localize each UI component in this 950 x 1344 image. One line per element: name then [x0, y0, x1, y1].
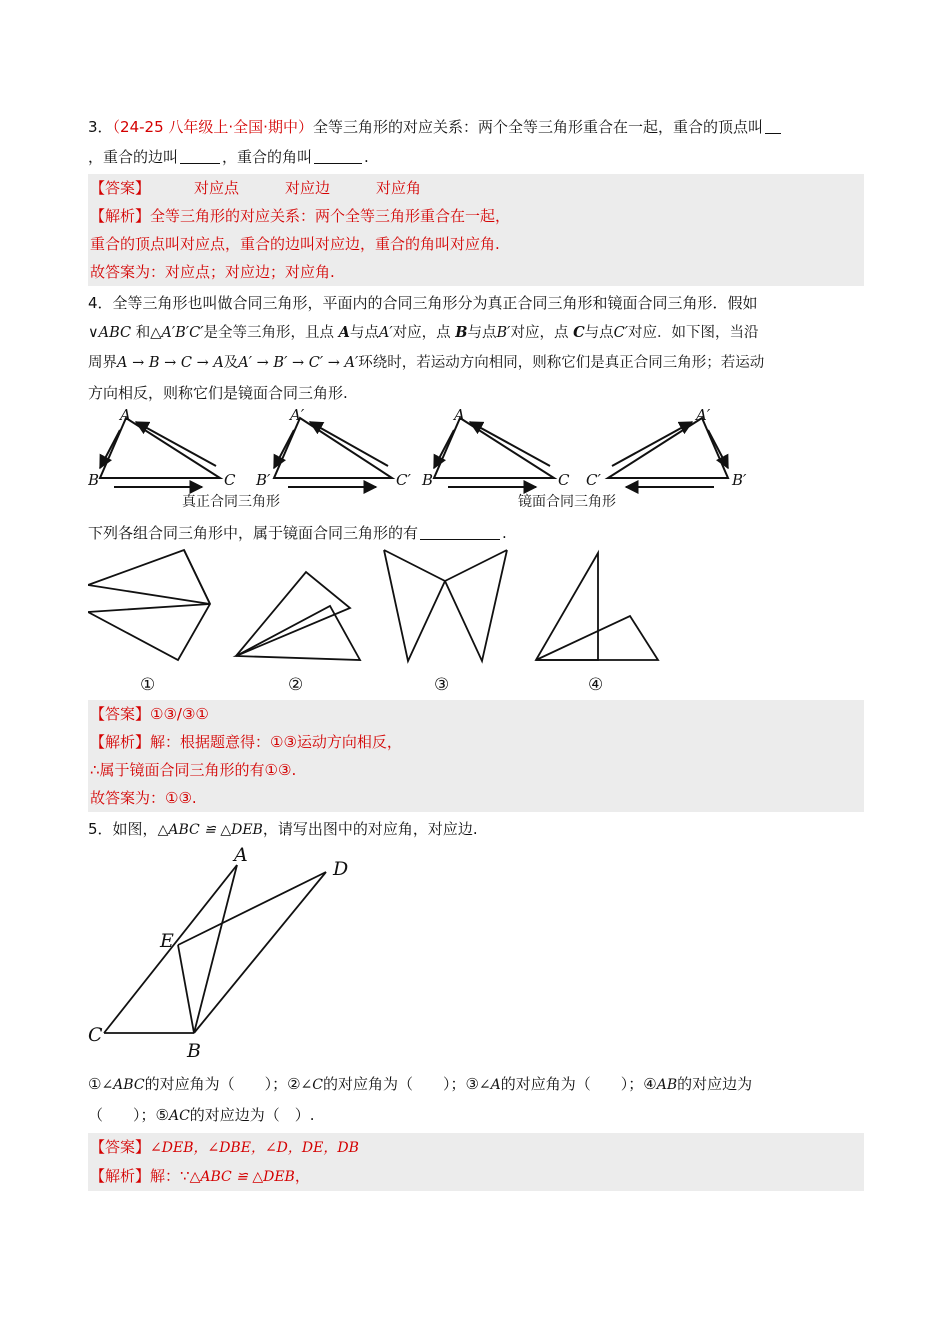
option-4-label: ④	[588, 675, 604, 695]
fig-label-b3: B′	[732, 471, 747, 489]
q5-intro	[88, 814, 864, 845]
q3-line2	[88, 142, 864, 172]
q4-pt-b1: B′	[496, 325, 511, 341]
q4-orientation-figure	[88, 408, 864, 518]
q4-path1: A → B → C → A	[117, 355, 224, 371]
q4-pt-b: B	[455, 324, 468, 341]
q4-t9: 及	[223, 355, 239, 371]
triangle-abc-1	[100, 418, 220, 478]
q5-number: 5．	[88, 820, 113, 838]
q5-subquestions-1	[88, 1069, 864, 1100]
arrow-2a	[274, 430, 294, 468]
q4-conclusion: 故答案为：①③.	[90, 789, 197, 807]
fig-label-c2: C	[558, 471, 570, 489]
q3-analysis-text1: 全等三角形的对应关系：两个全等三角形重合在一起，	[150, 207, 511, 225]
q5-answer-box	[88, 1133, 864, 1191]
q4-question-text: 下列各组合同三角形中，属于镜面合同三角形的有	[88, 524, 419, 542]
q4-answer-label: 【答案】	[90, 705, 151, 723]
arrow-1a	[100, 430, 120, 468]
q4-and: 和	[135, 325, 151, 341]
q3-answer-1: 对应点	[194, 179, 240, 197]
segment-ed	[178, 872, 326, 945]
q4-pt-c1: C′	[613, 325, 628, 341]
q3-source: （24-25 八年级上·全国·期中）	[112, 118, 313, 136]
arrow-3a	[434, 430, 454, 468]
q5-angle-c: ∠C	[300, 1077, 323, 1093]
fig-label-b1: B′	[256, 471, 271, 489]
option-4-tri-1	[536, 553, 598, 660]
q3-answer-label: 【答案】	[90, 179, 151, 197]
q4-analysis	[90, 728, 864, 756]
q3-blank3[interactable]	[314, 147, 362, 164]
q5-angle-a: ∠A	[478, 1077, 501, 1093]
point-e-label: E	[160, 930, 174, 952]
q3-answer-2: 对应边	[285, 179, 331, 197]
q4-abc-prime: △A′B′C′	[150, 325, 204, 341]
point-d-label: D	[333, 858, 349, 880]
q5-analysis-a: 解：∵	[150, 1167, 190, 1185]
q4-answer-value: ①③/③①	[150, 705, 209, 723]
q5-subquestions-2	[88, 1100, 864, 1131]
q5-analysis-label: 【解析】	[90, 1167, 151, 1185]
q4-t1: 是全等三角形，且点	[203, 325, 334, 341]
option-1-line	[88, 585, 210, 604]
q5-analysis-c: ，	[294, 1167, 310, 1185]
arrow-3c	[470, 422, 550, 466]
q3-text2c: .	[364, 148, 369, 166]
q4-vee: ∨	[88, 325, 99, 341]
q5-side-ac: AC	[168, 1108, 190, 1124]
q4-t8: 周界	[88, 355, 117, 371]
q4-line3	[88, 348, 864, 378]
q5-s1i: 的对应边为	[677, 1075, 753, 1093]
q3-text2a: ，重合的边叫	[88, 148, 179, 166]
q3-answer-box	[88, 174, 864, 286]
fig-label-c1: C′	[396, 471, 411, 489]
point-b-label: B	[187, 1040, 201, 1062]
q5-s2c: 的对应边为（ ）.	[189, 1106, 315, 1124]
q5-answer-label: 【答案】	[90, 1138, 151, 1156]
q4-therefore: ∴属于镜面合同三角形的有①③.	[90, 761, 297, 779]
segment-eb	[178, 945, 194, 1033]
q4-t2: 与点	[349, 325, 379, 341]
q5-figure	[88, 845, 388, 1065]
q5-answer-value: ∠DEB，∠DBE，∠D，DE，DB	[150, 1140, 359, 1156]
q4-answer-box	[88, 700, 864, 812]
option-4-tri-2	[536, 616, 658, 660]
q5-s1a: ①	[88, 1075, 102, 1093]
option-3-label: ③	[434, 675, 450, 695]
triangle-abc-4	[608, 418, 728, 478]
point-c-label: C	[88, 1024, 103, 1046]
triangle-abc-3	[434, 418, 554, 478]
option-1-label: ①	[140, 675, 156, 695]
q3-text1: 全等三角形的对应关系：两个全等三角形重合在一起，重合的顶点叫	[312, 118, 763, 136]
q3-analysis2: 重合的顶点叫对应点，重合的边叫对应边，重合的角叫对应角.	[90, 235, 500, 253]
page-content	[88, 112, 864, 1193]
arrow-2c	[310, 422, 388, 466]
option-3-tri-2	[445, 550, 507, 661]
q5-answer	[90, 1133, 864, 1162]
q3-analysis-label: 【解析】	[90, 207, 151, 225]
point-a-label: A	[234, 845, 248, 866]
caption-true: 真正合同三角形	[182, 494, 280, 510]
arrow-4c	[612, 422, 692, 466]
arrow-1c	[136, 422, 216, 466]
q4-path2: A′ → B′ → C′ → A′	[238, 355, 359, 371]
q4-answer	[90, 700, 864, 728]
q5-s1g: 的对应角为（ ）；④	[500, 1075, 657, 1093]
option-2-tri-1	[236, 572, 350, 656]
option-3-tri-1	[384, 550, 445, 661]
fig-label-a3: A′	[696, 408, 711, 424]
q4-analysis-text: 解：根据题意得：①③运动方向相反，	[150, 733, 402, 751]
q3-blank1[interactable]	[765, 117, 781, 134]
arrow-4a	[708, 430, 728, 468]
q4-abc: ABC	[98, 325, 132, 341]
q5-s2a: （ ）；⑤	[88, 1106, 169, 1124]
q4-pt-a1: A′	[378, 325, 393, 341]
q4-line1	[88, 288, 864, 318]
caption-mirror: 镜面合同三角形	[518, 494, 616, 510]
q4-t4: 与点	[467, 325, 497, 341]
q4-pt-c: C	[573, 324, 585, 341]
q3-number: 3．	[88, 118, 113, 136]
q4-line4: 方向相反，则称它们是镜面合同三角形.	[88, 384, 348, 402]
q5-intro-a: 如图，	[112, 820, 158, 838]
fig-label-b2: B	[422, 471, 434, 489]
fig-label-b: B	[88, 471, 100, 489]
q4-t10: 环绕时，若运动方向相同，则称它们是真正合同三角形；若运动	[358, 355, 765, 371]
q3-answer-3: 对应角	[376, 179, 422, 197]
q3-line1	[88, 112, 864, 142]
q4-line2	[88, 318, 864, 348]
q4-t5: 对应，点	[510, 325, 569, 341]
q5-congruence: △ABC ≌ △DEB	[157, 822, 263, 838]
fig-label-c3: C′	[586, 471, 601, 489]
option-2-label: ②	[288, 675, 304, 695]
q5-intro-c: ，请写出图中的对应角，对应边.	[262, 820, 478, 838]
q4-pt-a: A	[338, 324, 350, 341]
fig-label-a2: A	[454, 408, 465, 424]
fig-label-c: C	[224, 471, 236, 489]
q4-number: 4．	[88, 294, 113, 312]
fig-label-a: A	[120, 408, 131, 424]
q5-analysis	[90, 1162, 864, 1191]
triangle-abc-2	[274, 418, 392, 478]
q4-t3: 对应，点	[392, 325, 451, 341]
q4-options-figure	[88, 548, 864, 698]
q5-analysis-b: △ABC ≌ △DEB	[189, 1169, 295, 1185]
q4-analysis-label: 【解析】	[90, 733, 151, 751]
q3-blank2[interactable]	[180, 147, 220, 164]
q3-conclusion: 故答案为：对应点；对应边；对应角.	[90, 263, 335, 281]
q3-analysis1	[90, 202, 864, 230]
q4-question	[88, 518, 864, 548]
q4-text1: 全等三角形也叫做合同三角形，平面内的合同三角形分为真正合同三角形和镜面合同三角形．假如	[112, 294, 758, 312]
q5-angle-abc: ∠ABC	[101, 1077, 145, 1093]
q5-side-ab: AB	[656, 1077, 678, 1093]
q5-s1e: 的对应角为（ ）；③	[322, 1075, 479, 1093]
q3-text2b: ，重合的角叫	[222, 148, 313, 166]
q4-t6: 与点	[584, 325, 614, 341]
q4-question-end: .	[502, 524, 507, 542]
q3-answer	[90, 174, 864, 202]
option-1-edge	[184, 550, 210, 604]
fig-label-a1: A′	[290, 408, 305, 424]
q5-s1c: 的对应角为（ ）；②	[144, 1075, 301, 1093]
q4-t7: 对应．如下图，当沿	[628, 325, 759, 341]
q4-blank[interactable]	[420, 523, 500, 540]
